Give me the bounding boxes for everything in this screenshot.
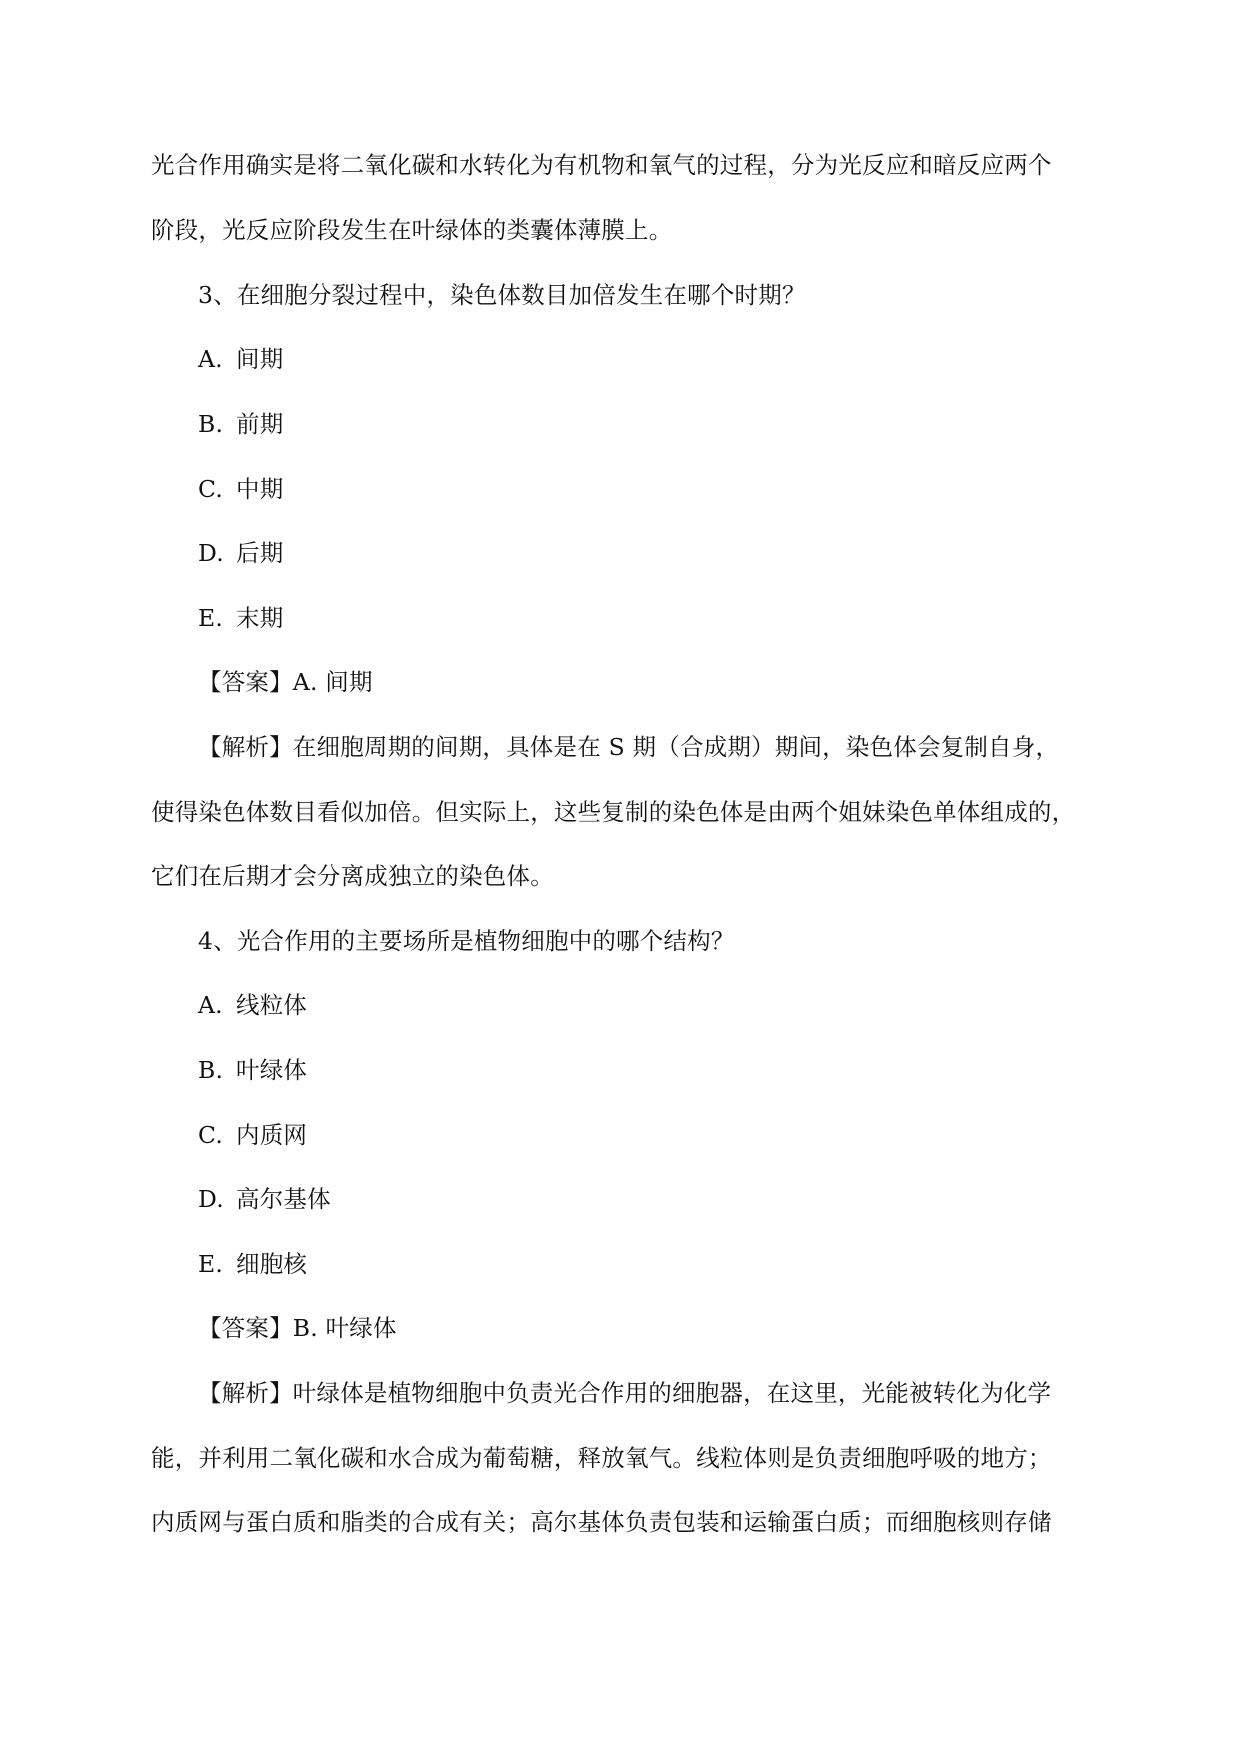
q3-analysis-line-1: 【解析】在细胞周期的间期，具体是在 S 期（合成期）期间，染色体会复制自身， <box>198 733 1060 761</box>
option-letter: C. <box>198 1121 224 1149</box>
q3-option-c <box>198 474 283 504</box>
q3-option-b <box>198 409 283 439</box>
option-letter: B. <box>198 1056 224 1084</box>
q4-option-e <box>198 1249 307 1279</box>
option-letter: E. <box>198 604 224 632</box>
option-letter: A. <box>198 345 223 373</box>
q4-answer: 【答案】B. 叶绿体 <box>198 1314 397 1342</box>
q3-option-d <box>198 538 283 568</box>
option-text: 末期 <box>236 604 284 632</box>
option-letter: E. <box>198 1250 224 1278</box>
option-letter: C. <box>198 475 224 503</box>
q4-analysis-line-2: 能，并利用二氧化碳和水合成为葡萄糖，释放氧气。线粒体则是负责细胞呼吸的地方； <box>151 1444 1052 1472</box>
option-text: 细胞核 <box>236 1250 308 1278</box>
option-letter: B. <box>198 410 224 438</box>
question-3-text: 3、在细胞分裂过程中，染色体数目加倍发生在哪个时期？ <box>198 281 806 309</box>
q4-option-c <box>198 1120 307 1150</box>
intro-line-1: 光合作用确实是将二氧化碳和水转化为有机物和氧气的过程，分为光反应和暗反应两个 <box>151 151 1052 179</box>
option-letter: A. <box>198 991 223 1019</box>
question-4-text: 4、光合作用的主要场所是植物细胞中的哪个结构？ <box>198 927 735 955</box>
intro-line-2: 阶段，光反应阶段发生在叶绿体的类囊体薄膜上。 <box>151 216 673 244</box>
q4-option-d <box>198 1184 331 1214</box>
option-letter: D. <box>198 539 224 567</box>
option-text: 间期 <box>236 345 284 373</box>
option-text: 中期 <box>236 475 284 503</box>
q4-option-a <box>198 990 307 1020</box>
option-text: 高尔基体 <box>236 1185 331 1213</box>
q4-option-b <box>198 1055 307 1085</box>
option-letter: D. <box>198 1185 224 1213</box>
q4-analysis-line-1: 【解析】叶绿体是植物细胞中负责光合作用的细胞器，在这里，光能被转化为化学 <box>198 1379 1052 1407</box>
q3-answer: 【答案】A. 间期 <box>198 668 373 696</box>
option-text: 前期 <box>236 410 284 438</box>
q3-option-a <box>198 344 283 374</box>
option-text: 内质网 <box>236 1121 308 1149</box>
q3-analysis-line-3: 它们在后期才会分离成独立的染色体。 <box>151 862 554 890</box>
option-text: 线粒体 <box>236 991 308 1019</box>
q3-analysis-line-2: 使得染色体数目看似加倍。但实际上，这些复制的染色体是由两个姐妹染色单体组成的， <box>151 798 1076 826</box>
q4-analysis-line-3: 内质网与蛋白质和脂类的合成有关；高尔基体负责包装和运输蛋白质；而细胞核则存储 <box>151 1508 1052 1536</box>
option-text: 叶绿体 <box>236 1056 308 1084</box>
option-text: 后期 <box>236 539 284 567</box>
q3-option-e <box>198 603 283 633</box>
